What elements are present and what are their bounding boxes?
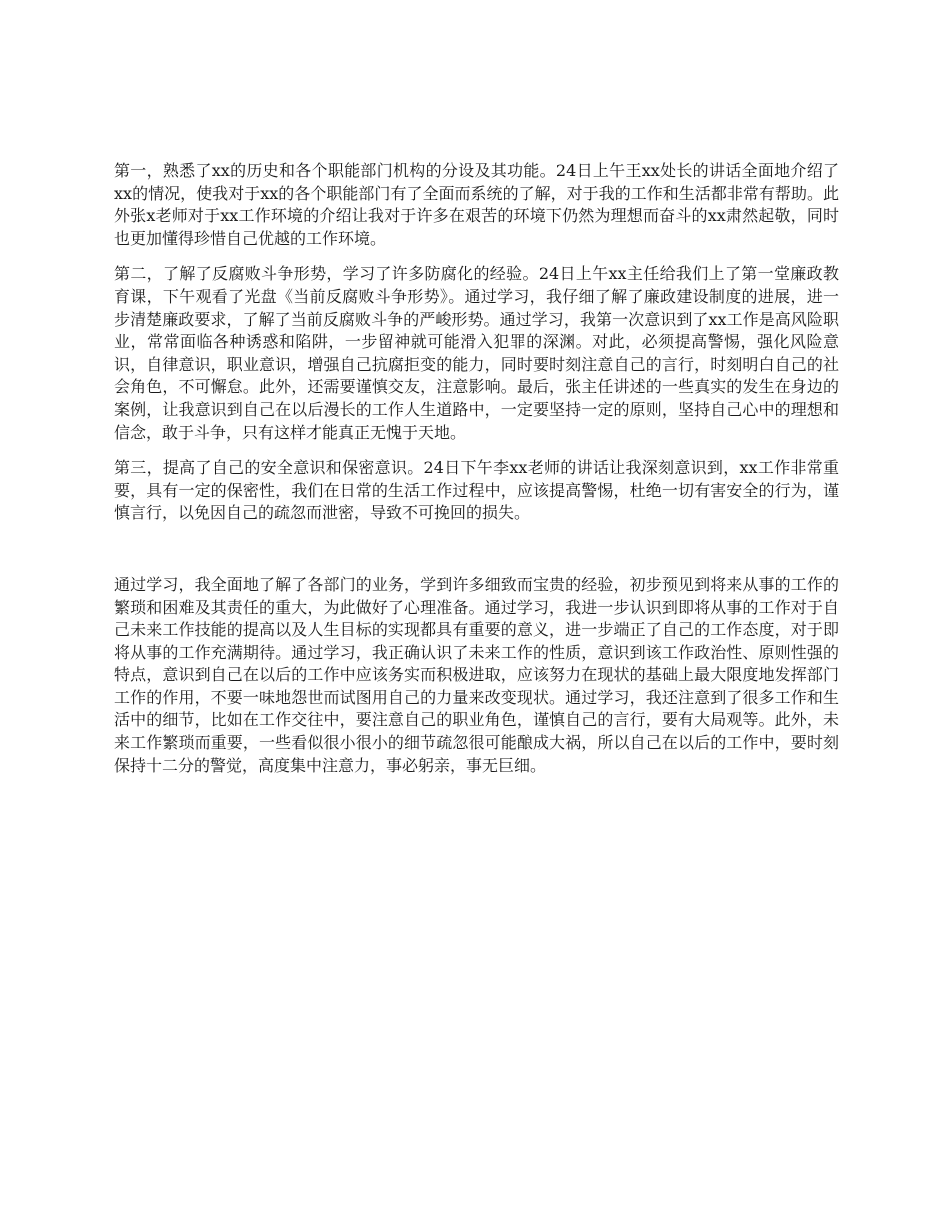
paragraph-4: 通过学习，我全面地了解了各部门的业务，学到许多细致而宝贵的经验，初步预见到将来从事的工作的繁琐和困难及其责任的重大，为此做好了心理准备。通过学习，我进一步认识到即将从事的工作对于自己未来工作技能的提高以及人生目标的实现都具有重要的意义，进一步端正了自己的工作态度，对于即将从事的工作充满期待。通过学习，我正确认识了未来工作的性质，意识到该工作政治性、原则性强的特点，意识到自己在以后的工作中应该务实而积极进取，应该努力在现状的基础上最大限度地发挥部门工作的作用，不要一味地怨世而试图用自己的力量来改变现状。通过学习，我还注意到了很多工作和生活中的细节，比如在工作交往中，要注意自己的职业角色，谨慎自己的言行，要有大局观等。此外，未来工作繁琐而重要，一些看似很小很小的细节疏忽很可能酿成大祸，所以自己在以后的工作中，要时刻保持十二分的警觉，高度集中注意力，事必躬亲，事无巨细。 <box>114 574 839 775</box>
paragraph-1: 第一，熟悉了xx的历史和各个职能部门机构的分设及其功能。24日上午王xx处长的讲话全面地介绍了xx的情况，使我对于xx的各个职能部门有了全面而系统的了解，对于我的工作和生活都非常有帮助。此外张x老师对于xx工作环境的介绍让我对于许多在艰苦的环境下仍然为理想而奋斗的xx肃然起敬，同时也更加懂得珍惜自己优越的工作环境。 <box>114 161 839 248</box>
document-body <box>114 160 839 777</box>
paragraph-2: 第二，了解了反腐败斗争形势，学习了许多防腐化的经验。24日上午xx主任给我们上了第一堂廉政教育课，下午观看了光盘《当前反腐败斗争形势》。通过学习，我仔细了解了廉政建设制度的进展，进一步清楚廉政要求，了解了当前反腐败斗争的严峻形势。通过学习，我第一次意识到了xx工作是高风险职业，常常面临各种诱惑和陷阱，一步留神就可能滑入犯罪的深渊。对此，必须提高警惕，强化风险意识，自律意识，职业意识，增强自己抗腐拒变的能力，同时要时刻注意自己的言行，时刻明白自己的社会角色，不可懈怠。此外，还需要谨慎交友，注意影响。最后，张主任讲述的一些真实的发生在身边的案例，让我意识到自己在以后漫长的工作人生道路中，一定要坚持一定的原则，坚持自己心中的理想和信念，敢于斗争，只有这样才能真正无愧于天地。 <box>114 264 839 442</box>
paragraph-3: 第三，提高了自己的安全意识和保密意识。24日下午李xx老师的讲话让我深刻意识到，xx工作非常重要，具有一定的保密性，我们在日常的生活工作过程中，应该提高警惕，杜绝一切有害安全的行为，谨慎言行，以免因自己的疏忽而泄密，导致不可挽回的损失。 <box>114 458 839 523</box>
